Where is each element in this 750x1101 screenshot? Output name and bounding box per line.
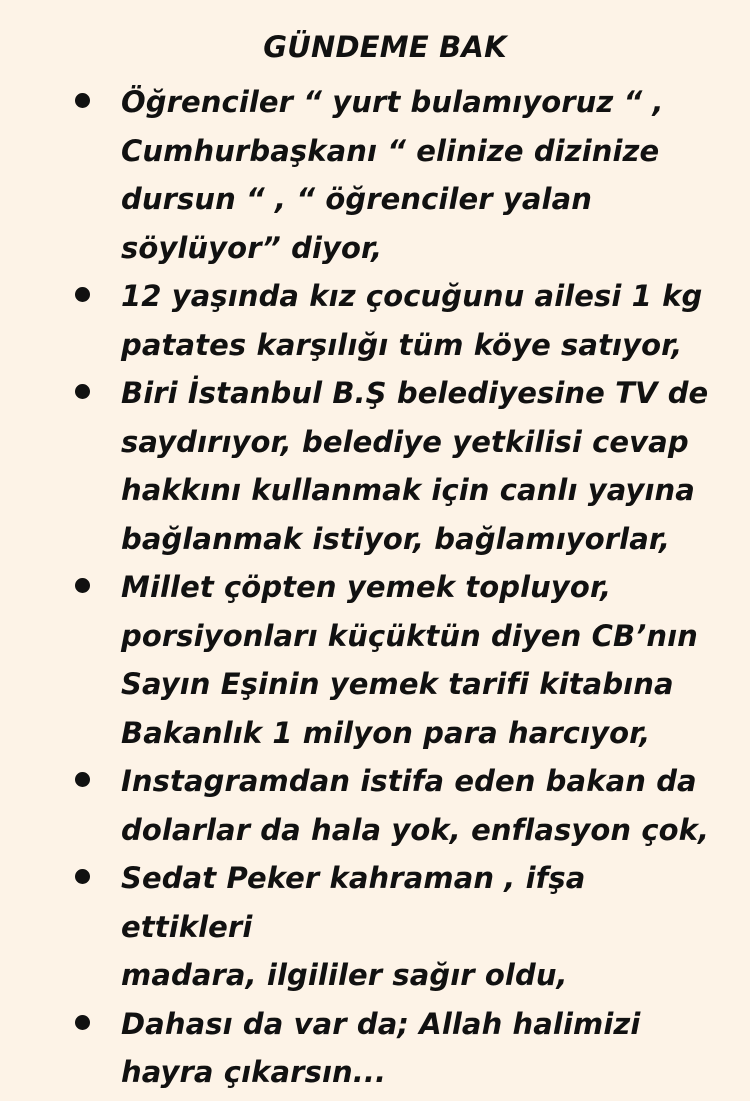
list-item [0,78,721,272]
list-item [0,1000,721,1097]
list-item-text: Sedat Peker kahraman , ifşa ettikleri madara, ilgililer sağır oldu, [121,861,586,992]
list-item-text: Instagramdan istifa eden bakan da dolarlar da hala yok, enflasyon çok, [121,764,710,847]
document-title: GÜNDEME BAK [263,30,507,64]
list-item [0,272,721,369]
bullet-icon [75,1015,90,1030]
list-item-text: Dahası da var da; Allah halimizi hayra çıkarsın... [121,1006,641,1089]
list-item-text: Öğrenciler “ yurt bulamıyoruz “ , Cumhurbaşkanı “ elinize dizinize dursun “ , “ öğrenciler yalan söylüyor” diyor, [121,85,664,265]
bullet-icon [75,772,90,787]
bullet-icon [75,93,90,108]
bullet-list [0,78,721,1097]
bullet-icon [75,287,90,302]
bullet-icon [75,578,90,593]
list-item [0,757,721,854]
list-item [0,369,721,563]
list-item-text: 12 yaşında kız çocuğunu ailesi 1 kg patates karşılığı tüm köye satıyor, [121,279,703,362]
list-item-text: Biri İstanbul B.Ş belediyesine TV de saydırıyor, belediye yetkilisi cevap hakkını kullanmak için canlı yayına bağlanmak istiyor, bağlamıyorlar, [121,376,709,556]
list-item-text: Millet çöpten yemek topluyor, porsiyonları küçüktün diyen CB’nın Sayın Eşinin yemek tarifi kitabına Bakanlık 1 milyon para harcıyor, [121,570,698,750]
list-item [0,854,721,1000]
list-item [0,563,721,757]
bullet-icon [75,384,90,399]
bullet-icon [75,869,90,884]
